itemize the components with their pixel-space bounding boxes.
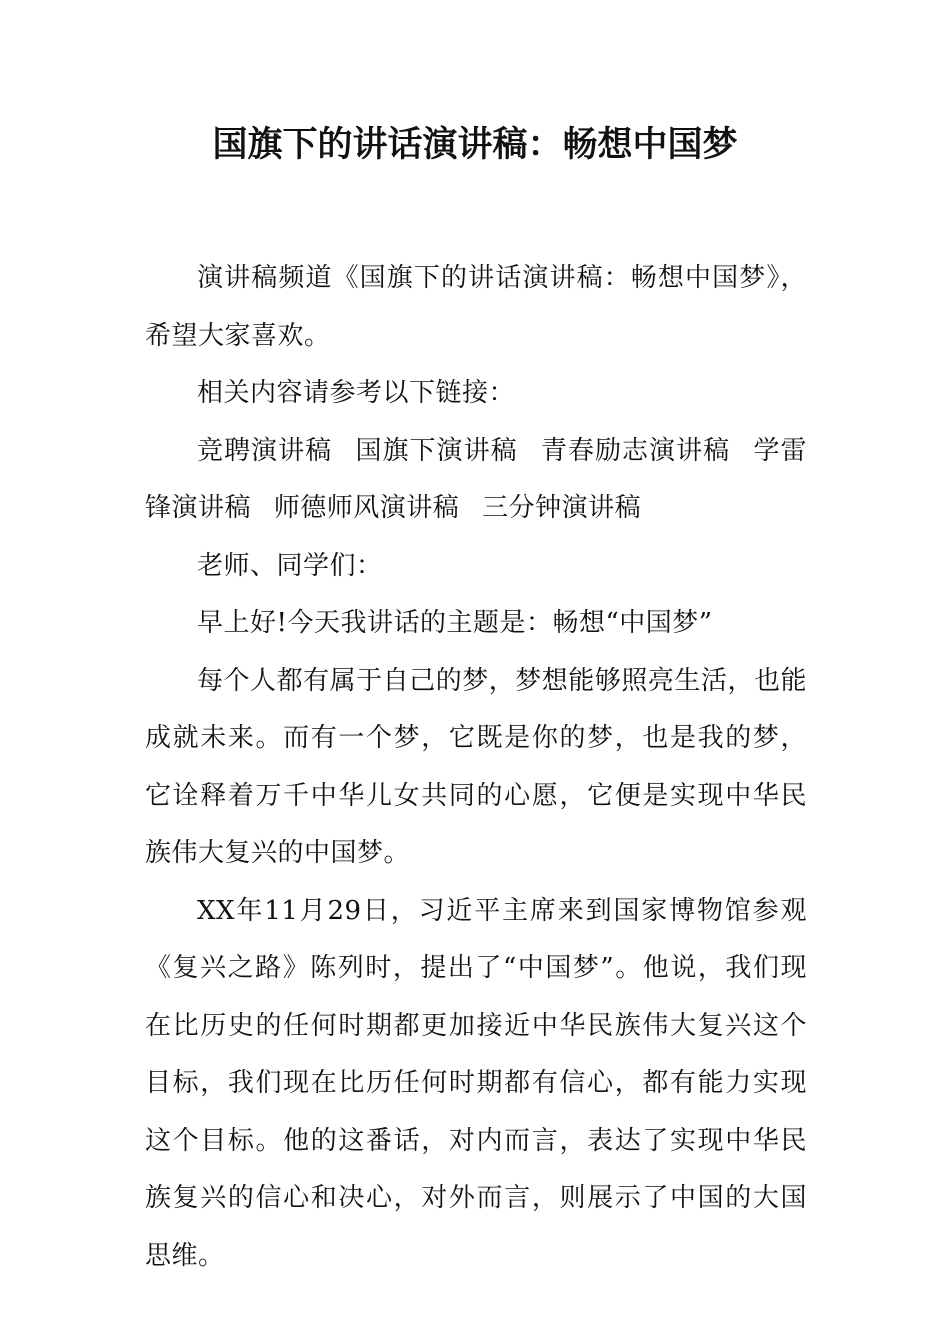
link-flag-speech[interactable]: 国旗下演讲稿 (355, 435, 518, 466)
document-body (145, 250, 807, 1285)
opening-line: 早上好!今天我讲话的主题是：畅想“中国梦” (197, 608, 713, 638)
intro-paragraph: 演讲稿频道《国旗下的讲话演讲稿：畅想中国梦》，希望大家喜欢。 (145, 263, 807, 351)
related-links (145, 423, 807, 538)
related-label: 相关内容请参考以下链接： (197, 378, 516, 408)
body-paragraph-1: 每个人都有属于自己的梦，梦想能够照亮生活，也能成就未来。而有一个梦，它既是你的梦，也是我的梦，它诠释着万千中华儿女共同的心愿，它便是实现中华民族伟大复兴的中国梦。 (145, 665, 807, 868)
greeting: 老师、同学们： (197, 550, 383, 581)
link-competition-speech[interactable]: 竞聘演讲稿 (197, 435, 333, 466)
body-paragraph-2: XX年11月29日，习近平主席来到国家博物馆参观《复兴之路》陈列时，提出了“中国梦”。他说，我们现在比历史的任何时期都更加接近中华民族伟大复兴这个目标，我们现在比历任何时期都有信心，都有能力实现这个目标。他的这番话，对内而言，表达了实现中华民族复兴的信心和决心，对外而言，则展示了中国的大国思维。 (145, 895, 807, 1271)
link-leifeng-speech[interactable]: 学雷锋演讲稿 (145, 435, 807, 523)
link-youth-speech[interactable]: 青春励志演讲稿 (540, 435, 731, 466)
document-title: 国旗下的讲话演讲稿：畅想中国梦 (212, 125, 738, 165)
link-teacher-ethics-speech[interactable]: 师德师风演讲稿 (273, 493, 460, 523)
link-three-minute-speech[interactable]: 三分钟演讲稿 (482, 493, 642, 523)
